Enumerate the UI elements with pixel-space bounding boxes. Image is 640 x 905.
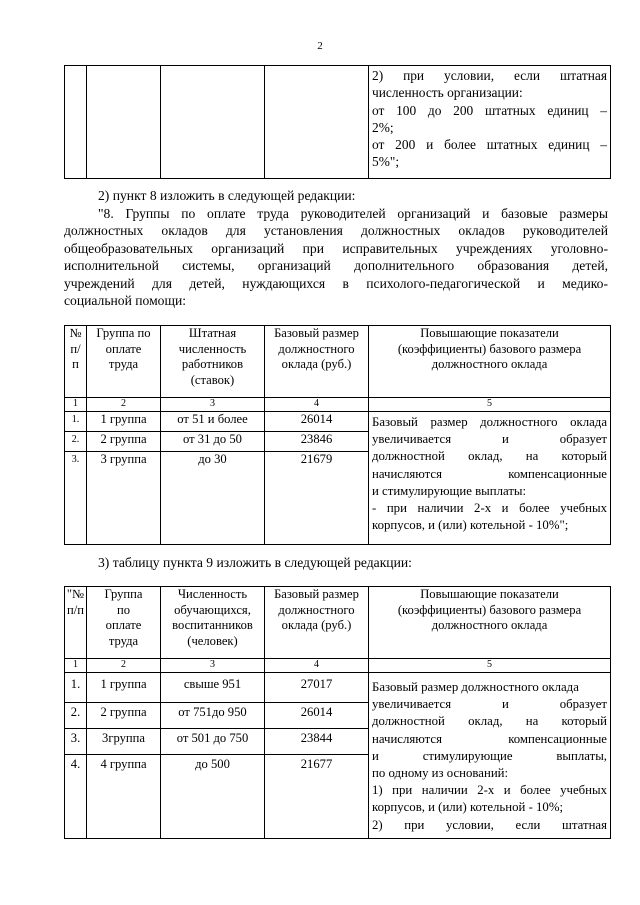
header-number: "№ п/п xyxy=(65,587,87,659)
coefficients-note xyxy=(369,412,611,545)
index-cell: 3 xyxy=(161,398,265,412)
index-cell: 1 xyxy=(65,398,87,412)
cell-empty xyxy=(265,66,369,179)
row-number: 1. xyxy=(65,412,87,432)
row-salary: 26014 xyxy=(265,412,369,432)
row-number: 3. xyxy=(65,729,87,755)
row-group: 4 группа xyxy=(87,755,161,839)
text-line: "8. Группы по оплате труда руководителей организаций и базовые размеры xyxy=(98,205,608,221)
item3-section xyxy=(64,554,608,572)
table-item9 xyxy=(64,586,611,839)
row-number: 3. xyxy=(65,452,87,545)
item2-heading: 2) пункт 8 изложить в следующей редакции: xyxy=(98,188,356,203)
text-line: Базовый размер должностного оклада xyxy=(372,680,579,694)
row-number: 2. xyxy=(65,432,87,452)
text-line: корпусов, и (или) котельной - 10%"; xyxy=(372,518,569,533)
header-salary: Базовый размер должностного оклада (руб.) xyxy=(265,326,369,398)
row-group: 1 группа xyxy=(87,673,161,703)
row-staff: от 31 до 50 xyxy=(161,432,265,452)
index-cell: 4 xyxy=(265,398,369,412)
text-line: 5%"; xyxy=(372,154,400,170)
text-line: 2) при условии, если штатная xyxy=(372,817,607,832)
text-line: численность организации: xyxy=(372,85,523,101)
text-line: корпусов, и (или) котельной - 10%; xyxy=(372,800,564,815)
cell-empty xyxy=(161,66,265,179)
row-staff: до 30 xyxy=(161,452,265,545)
text-line: 1) при наличии 2-х и более учебных xyxy=(372,783,607,798)
header-group: Группа по оплате труда xyxy=(87,587,161,659)
text-line: 2%; xyxy=(372,119,394,135)
index-cell: 2 xyxy=(87,659,161,673)
row-salary: 27017 xyxy=(265,673,369,703)
text-line: - при наличии 2-х и более учебных xyxy=(372,501,607,516)
header-staff: Штатная численность работников (ставок) xyxy=(161,326,265,398)
text-line: социальной помощи: xyxy=(64,293,186,308)
row-group: 3группа xyxy=(87,729,161,755)
row-count: от 751до 950 xyxy=(161,703,265,729)
item2-body xyxy=(64,205,608,310)
item3-heading: 3) таблицу пункта 9 изложить в следующей редакции: xyxy=(98,555,412,570)
row-salary: 23844 xyxy=(265,729,369,755)
text-line: должностных окладов для установления должностных окладов руководителей xyxy=(64,223,608,238)
text-line: начисляются компенсационные xyxy=(372,731,607,746)
header-coefficients: Повышающие показатели (коэффициенты) базового размера должностного оклада xyxy=(369,587,611,659)
cell-empty xyxy=(65,66,87,179)
coefficients-note xyxy=(369,673,611,839)
row-group: 1 группа xyxy=(87,412,161,432)
continuation-table xyxy=(64,65,611,179)
text-line: увеличивается и образует xyxy=(372,697,607,712)
index-cell: 5 xyxy=(369,398,611,412)
header-coefficients: Повышающие показатели (коэффициенты) базового размера должностного оклада xyxy=(369,326,611,398)
text-line: и стимулирующие выплаты, xyxy=(372,748,607,763)
index-cell: 4 xyxy=(265,659,369,673)
row-salary: 23846 xyxy=(265,432,369,452)
text-line: должностной оклад, на который xyxy=(372,449,607,464)
row-count: от 501 до 750 xyxy=(161,729,265,755)
index-cell: 1 xyxy=(65,659,87,673)
text-line: общеобразовательных организаций при исправительных учреждениях уголовно- xyxy=(64,240,608,256)
text-line: начисляются компенсационные xyxy=(372,466,607,481)
row-salary: 21677 xyxy=(265,755,369,839)
text-line: должностной оклад, на который xyxy=(372,714,607,729)
page-number: 2 xyxy=(317,40,323,52)
row-salary: 26014 xyxy=(265,703,369,729)
continuation-text-cell xyxy=(369,66,611,179)
text-line: 2) при условии, если штатная xyxy=(372,68,607,83)
text-line: Базовый размер должностного оклада xyxy=(372,415,607,429)
row-number: 2. xyxy=(65,703,87,729)
header-salary: Базовый размер должностного оклада (руб.) xyxy=(265,587,369,659)
cell-empty xyxy=(87,66,161,179)
header-count: Численность обучающихся, воспитанников (человек) xyxy=(161,587,265,659)
header-number: № п/п xyxy=(65,326,87,398)
index-cell: 5 xyxy=(369,659,611,673)
row-count: свыше 951 xyxy=(161,673,265,703)
row-salary: 21679 xyxy=(265,452,369,545)
header-group: Группа по оплате труда xyxy=(87,326,161,398)
text-line: по одному из оснований: xyxy=(372,766,509,781)
table-item8 xyxy=(64,325,611,545)
row-number: 4. xyxy=(65,755,87,839)
text-line: учреждений для детей, нуждающихся в психолого-педагогической и медико- xyxy=(64,275,608,291)
text-line: от 100 до 200 штатных единиц – xyxy=(372,102,607,118)
row-group: 2 группа xyxy=(87,432,161,452)
item2-section xyxy=(64,187,608,310)
text-line: от 200 и более штатных единиц – xyxy=(372,137,607,153)
row-number: 1. xyxy=(65,673,87,703)
row-group: 2 группа xyxy=(87,703,161,729)
text-line: исполнительной системы, организаций дополнительного образования детей, xyxy=(64,258,608,273)
text-line: увеличивается и образует xyxy=(372,432,607,447)
row-staff: от 51 и более xyxy=(161,412,265,432)
text-line: и стимулирующие выплаты: xyxy=(372,483,527,498)
row-count: до 500 xyxy=(161,755,265,839)
index-cell: 3 xyxy=(161,659,265,673)
index-cell: 2 xyxy=(87,398,161,412)
row-group: 3 группа xyxy=(87,452,161,545)
